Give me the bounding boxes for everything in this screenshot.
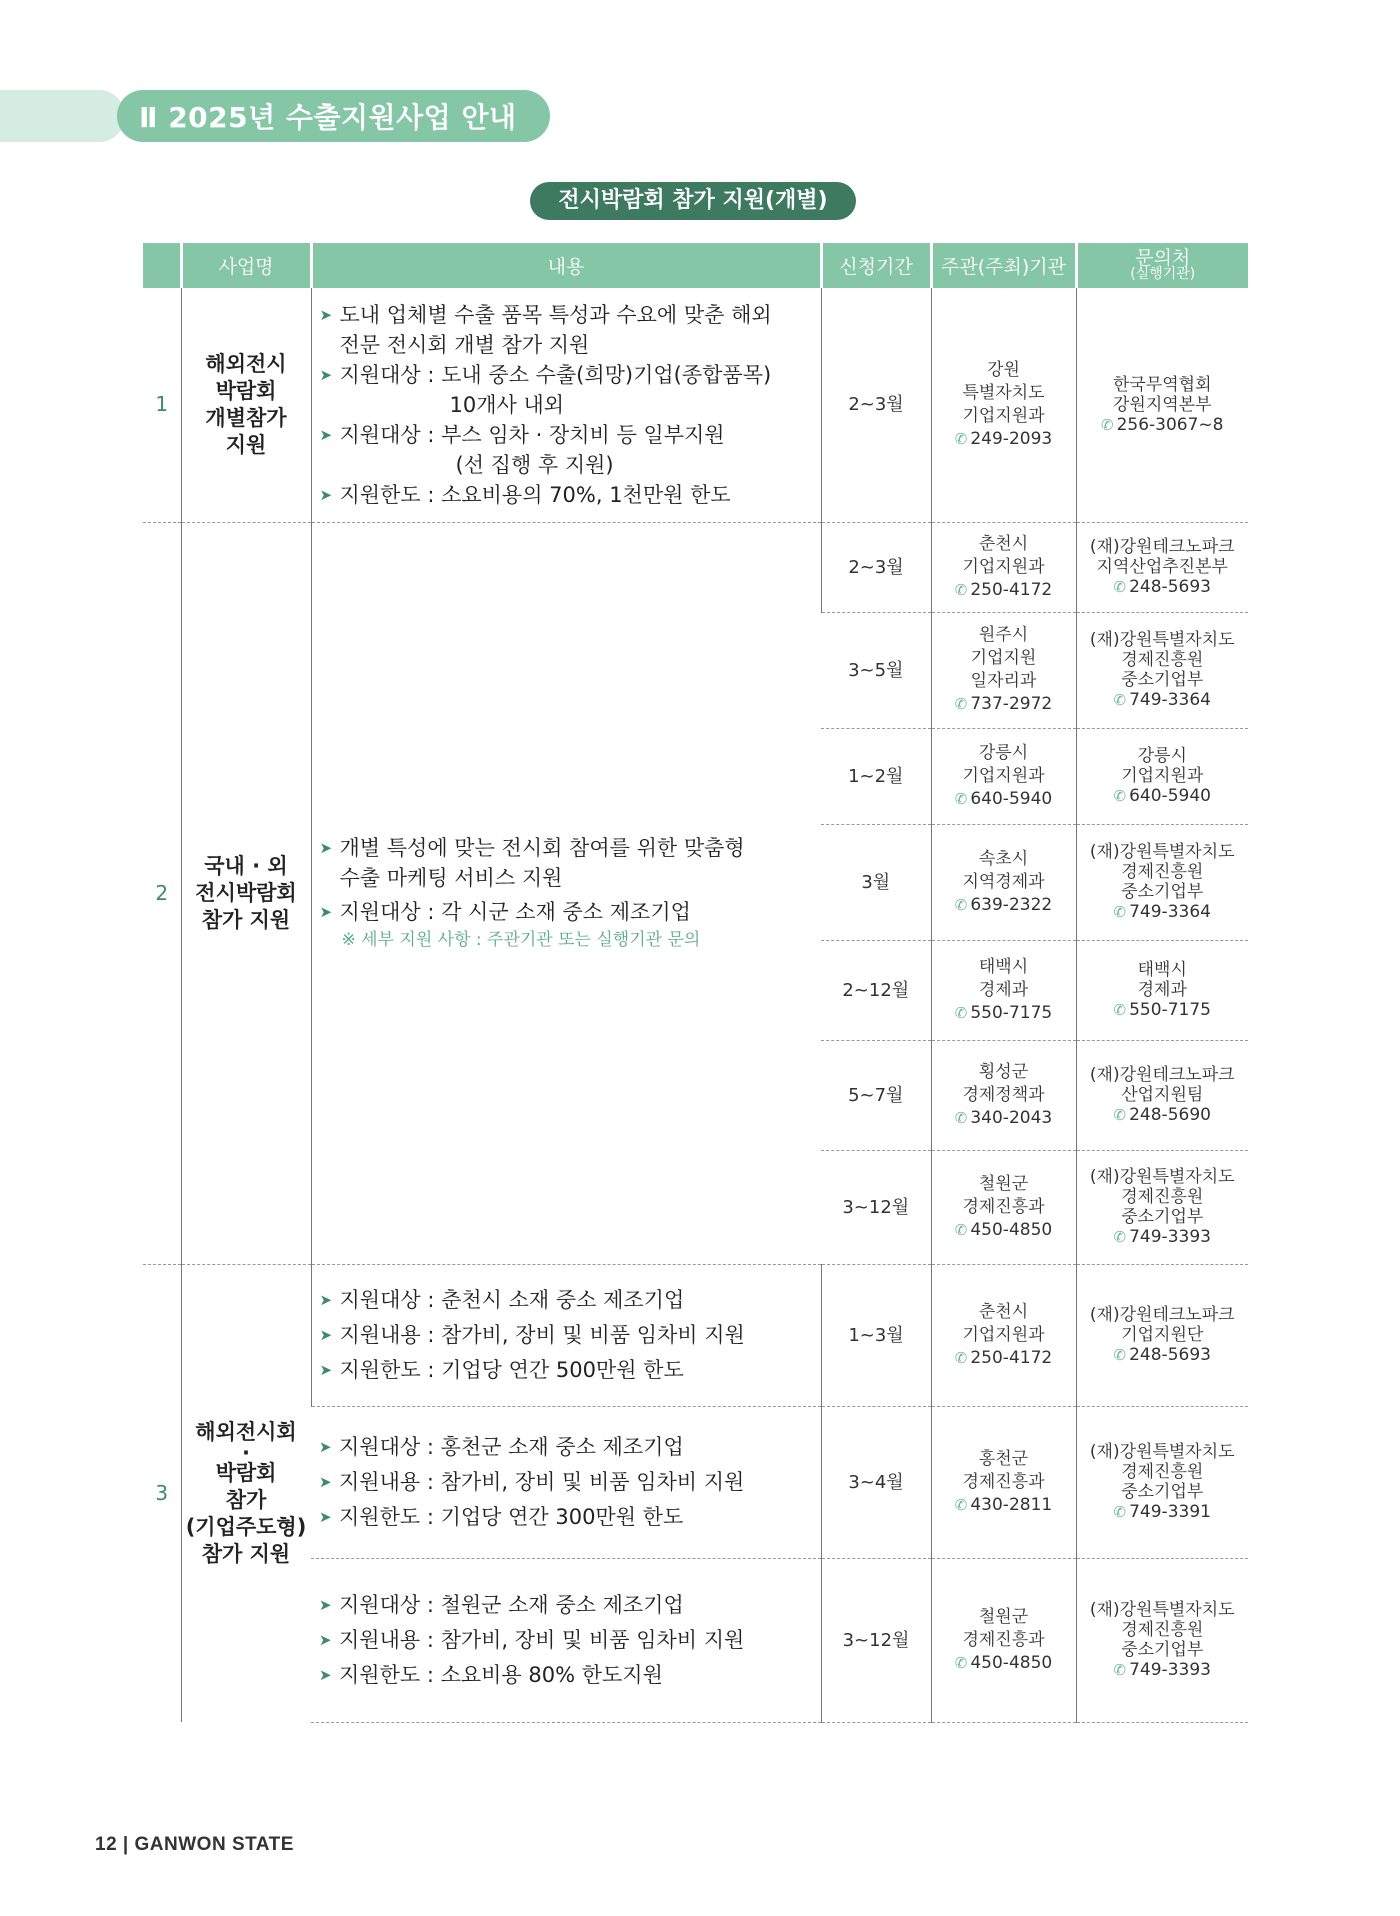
col-host: 주관(주최)기관: [931, 243, 1076, 288]
host-org: [931, 1040, 1076, 1150]
phone-number: ✆ 450-4850: [932, 1219, 1076, 1242]
support-table: [143, 243, 1248, 1723]
content-bullet: ➤ 지원대상 : 춘천시 소재 중소 제조기업: [320, 1283, 821, 1318]
org-line: (재)강원특별자치도: [1089, 630, 1235, 650]
host-org: [931, 522, 1076, 612]
org-line: 지역산업추진본부: [1096, 557, 1228, 577]
phone-number: ✆ 248-5690: [1077, 1105, 1249, 1125]
content-line: 수출 마케팅 서비스 지원: [339, 866, 563, 890]
phone-number: ✆ 248-5693: [1077, 1345, 1249, 1365]
name-line: 국내 · 외: [204, 853, 288, 878]
content-bullet: ➤ 지원한도 : 기업당 연간 300만원 한도: [319, 1500, 821, 1535]
section-title: Ⅱ 2025년 수출지원사업 안내: [117, 90, 550, 142]
content-bullet: ➤ 개별 특성에 맞는 전시회 참여를 위한 맞춤형: [320, 833, 821, 863]
program-name: [181, 522, 311, 1264]
apply-period: 3~4월: [821, 1406, 931, 1558]
org-line: 지역경제과: [962, 871, 1045, 892]
org-line: 강릉시: [1137, 746, 1187, 766]
name-line: 참가 지원: [201, 907, 291, 932]
host-org: [931, 612, 1076, 728]
content-bullet: ➤ 지원대상 : 철원군 소재 중소 제조기업: [319, 1588, 821, 1623]
contact-org: [1076, 612, 1248, 728]
phone-number: ✆ 249-2093: [932, 428, 1076, 451]
page-footer: 12 | GANWON STATE: [95, 1834, 294, 1855]
org-line: (재)강원특별자치도: [1089, 842, 1235, 862]
program-content: [311, 1406, 821, 1558]
program-name: [181, 1264, 311, 1722]
name-line: 박람회: [215, 1460, 277, 1485]
org-line: 경제정책과: [962, 1084, 1045, 1105]
phone-number: ✆ 550-7175: [1077, 1000, 1249, 1020]
phone-number: ✆ 639-2322: [932, 894, 1076, 917]
apply-period: 1~3월: [821, 1264, 931, 1406]
org-line: 횡성군: [978, 1061, 1029, 1082]
col-no: [143, 243, 181, 288]
name-line: 박람회: [215, 378, 277, 403]
org-line: (재)강원특별자치도: [1089, 1442, 1235, 1462]
phone-number: ✆ 749-3393: [1077, 1227, 1249, 1247]
org-line: 춘천시: [978, 1301, 1029, 1322]
apply-period: 2~3월: [821, 522, 931, 612]
org-line: 강원: [987, 359, 1020, 380]
org-line: 기업지원: [970, 648, 1037, 668]
host-org: [931, 1264, 1076, 1406]
org-line: 중소기업부: [1121, 882, 1204, 902]
table-subtitle: 전시박람회 참가 지원(개별): [530, 182, 856, 220]
org-line: 중소기업부: [1121, 1482, 1204, 1502]
phone-number: ✆ 749-3391: [1077, 1502, 1249, 1522]
org-line: 경제진흥과: [962, 1629, 1045, 1650]
host-org: [931, 288, 1076, 522]
phone-number: ✆ 550-7175: [932, 1002, 1076, 1025]
contact-org: [1076, 522, 1248, 612]
program-content: [311, 1558, 821, 1722]
org-line: 산업지원팀: [1121, 1085, 1204, 1105]
phone-number: ✆ 640-5940: [932, 788, 1076, 811]
contact-org: [1076, 1558, 1248, 1722]
phone-number: ✆ 250-4172: [932, 579, 1076, 602]
name-line: 참가: [225, 1487, 267, 1512]
org-line: 태백시: [978, 956, 1029, 977]
content-bullet: ➤ 지원대상 : 도내 중소 수출(희망)기업(종합품목): [320, 360, 821, 390]
host-org: [931, 728, 1076, 824]
col-contact: [1076, 243, 1248, 288]
content-bullet: ➤ 지원대상 : 각 시군 소재 중소 제조기업: [320, 897, 821, 927]
phone-number: ✆ 250-4172: [932, 1347, 1076, 1370]
col-period: 신청기간: [821, 243, 931, 288]
col-name: 사업명: [181, 243, 311, 288]
content-bullet: ➤ 도내 업체별 수출 품목 특성과 수요에 맞춘 해외: [320, 300, 821, 330]
org-line: 경제진흥원: [1121, 1462, 1204, 1482]
apply-period: 3월: [821, 824, 931, 940]
content-bullet: ➤ 지원내용 : 참가비, 장비 및 비품 임차비 지원: [319, 1465, 821, 1500]
org-line: 기업지원과: [962, 765, 1045, 786]
org-line: 기업지원과: [962, 405, 1045, 426]
phone-number: ✆ 749-3393: [1077, 1660, 1249, 1680]
program-content: [311, 288, 821, 522]
host-org: [931, 1150, 1076, 1264]
contact-org: [1076, 288, 1248, 522]
org-line: 원주시: [978, 625, 1029, 645]
org-line: 특별자치도: [962, 382, 1045, 403]
name-line: 해외전시회: [195, 1419, 297, 1444]
apply-period: 5~7월: [821, 1040, 931, 1150]
content-line: 10개사 내외: [449, 392, 565, 417]
program-name: [181, 288, 311, 522]
program-content: [311, 522, 821, 1264]
org-line: 경제진흥과: [962, 1196, 1045, 1217]
name-line: 참가 지원: [201, 1541, 291, 1566]
apply-period: 2~12월: [821, 940, 931, 1040]
content-bullet: ➤ 지원내용 : 참가비, 장비 및 비품 임차비 지원: [319, 1623, 821, 1658]
apply-period: 3~12월: [821, 1558, 931, 1722]
org-line: 경제진흥원: [1121, 862, 1204, 882]
phone-number: ✆ 737-2972: [932, 693, 1076, 716]
org-line: 중소기업부: [1121, 1640, 1204, 1660]
content-bullet: ➤ 지원한도 : 소요비용 80% 한도지원: [319, 1658, 821, 1693]
col-contact-sublabel: (실행기관): [1130, 265, 1196, 282]
apply-period: 1~2월: [821, 728, 931, 824]
table-row: [143, 1264, 1248, 1406]
org-line: 기업지원과: [962, 1324, 1045, 1345]
contact-org: [1076, 1264, 1248, 1406]
org-line: 중소기업부: [1121, 670, 1204, 690]
row-number: 2: [143, 522, 181, 1264]
org-line: 기업지원과: [962, 556, 1045, 577]
phone-number: ✆ 340-2043: [932, 1107, 1076, 1130]
phone-number: ✆ 430-2811: [932, 1494, 1076, 1517]
org-line: 기업지원과: [1121, 766, 1204, 786]
org-line: 철원군: [978, 1606, 1029, 1627]
org-line: 경제진흥원: [1121, 1187, 1204, 1207]
col-contact-label: 문의처: [1135, 246, 1191, 269]
phone-number: ✆ 640-5940: [1077, 786, 1249, 806]
org-line: (재)강원특별자치도: [1089, 1167, 1235, 1187]
org-line: 경제진흥원: [1121, 1620, 1204, 1640]
apply-period: 3~12월: [821, 1150, 931, 1264]
name-line: ·: [242, 1440, 250, 1465]
row-number: 3: [143, 1264, 181, 1722]
phone-number: ✆ 749-3364: [1077, 690, 1249, 710]
contact-org: [1076, 1150, 1248, 1264]
org-line: 기업지원단: [1121, 1325, 1204, 1345]
contact-org: [1076, 824, 1248, 940]
host-org: [931, 940, 1076, 1040]
org-line: 홍천군: [978, 1448, 1029, 1469]
name-line: 해외전시: [205, 351, 287, 376]
name-line: 개별참가: [205, 405, 287, 430]
host-org: [931, 1558, 1076, 1722]
org-line: (재)강원테크노파크: [1089, 1065, 1235, 1085]
org-line: (재)강원테크노파크: [1089, 537, 1235, 557]
org-line: 일자리과: [970, 671, 1037, 691]
table-row: [143, 522, 1248, 612]
org-line: 중소기업부: [1121, 1207, 1204, 1227]
phone-number: ✆ 749-3364: [1077, 902, 1249, 922]
org-line: 철원군: [978, 1173, 1029, 1194]
col-content: 내용: [311, 243, 821, 288]
phone-number: ✆ 450-4850: [932, 1652, 1076, 1675]
program-content: [311, 1264, 821, 1406]
row-number: 1: [155, 392, 169, 417]
org-line: 속초시: [978, 848, 1029, 869]
content-line: (선 집행 후 지원): [455, 452, 614, 477]
org-line: 강릉시: [978, 742, 1029, 763]
host-org: [931, 824, 1076, 940]
content-line: 전문 전시회 개별 참가 지원: [339, 332, 590, 357]
phone-number: ✆ 256-3067~8: [1077, 415, 1249, 435]
name-line: 전시박람회: [195, 880, 297, 905]
table-header: [143, 243, 1248, 288]
org-line: 경제진흥과: [962, 1471, 1045, 1492]
org-line: 춘천시: [978, 533, 1029, 554]
apply-period: 2~3월: [821, 288, 931, 522]
name-line: (기업주도형): [185, 1514, 307, 1539]
host-org: [931, 1406, 1076, 1558]
org-line: (재)강원특별자치도: [1089, 1600, 1235, 1620]
content-bullet: ➤ 지원대상 : 홍천군 소재 중소 제조기업: [319, 1430, 821, 1465]
content-bullet: ➤ 지원한도 : 소요비용의 70%, 1천만원 한도: [320, 480, 821, 510]
org-line: 경제진흥원: [1121, 650, 1204, 670]
org-line: 한국무역협회: [1112, 374, 1212, 395]
table-row: [143, 288, 1248, 522]
org-line: 태백시: [1137, 960, 1187, 980]
org-line: (재)강원테크노파크: [1089, 1305, 1235, 1325]
org-line: 경제과: [978, 979, 1029, 1000]
name-line: 지원: [225, 432, 267, 457]
apply-period: 3~5월: [821, 612, 931, 728]
header-band: [0, 90, 125, 142]
content-bullet: ➤ 지원한도 : 기업당 연간 500만원 한도: [320, 1353, 821, 1388]
phone-number: ✆ 248-5693: [1077, 577, 1249, 597]
contact-org: [1076, 1040, 1248, 1150]
contact-org: [1076, 940, 1248, 1040]
org-line: 강원지역본부: [1112, 394, 1212, 415]
contact-org: [1076, 728, 1248, 824]
org-line: 경제과: [1137, 980, 1187, 1000]
content-note: ※ 세부 지원 사항 : 주관기관 또는 실행기관 문의: [341, 930, 701, 950]
content-bullet: ➤ 지원내용 : 참가비, 장비 및 비품 임차비 지원: [320, 1318, 821, 1353]
contact-org: [1076, 1406, 1248, 1558]
content-bullet: ➤ 지원대상 : 부스 임차 · 장치비 등 일부지원: [320, 420, 821, 450]
